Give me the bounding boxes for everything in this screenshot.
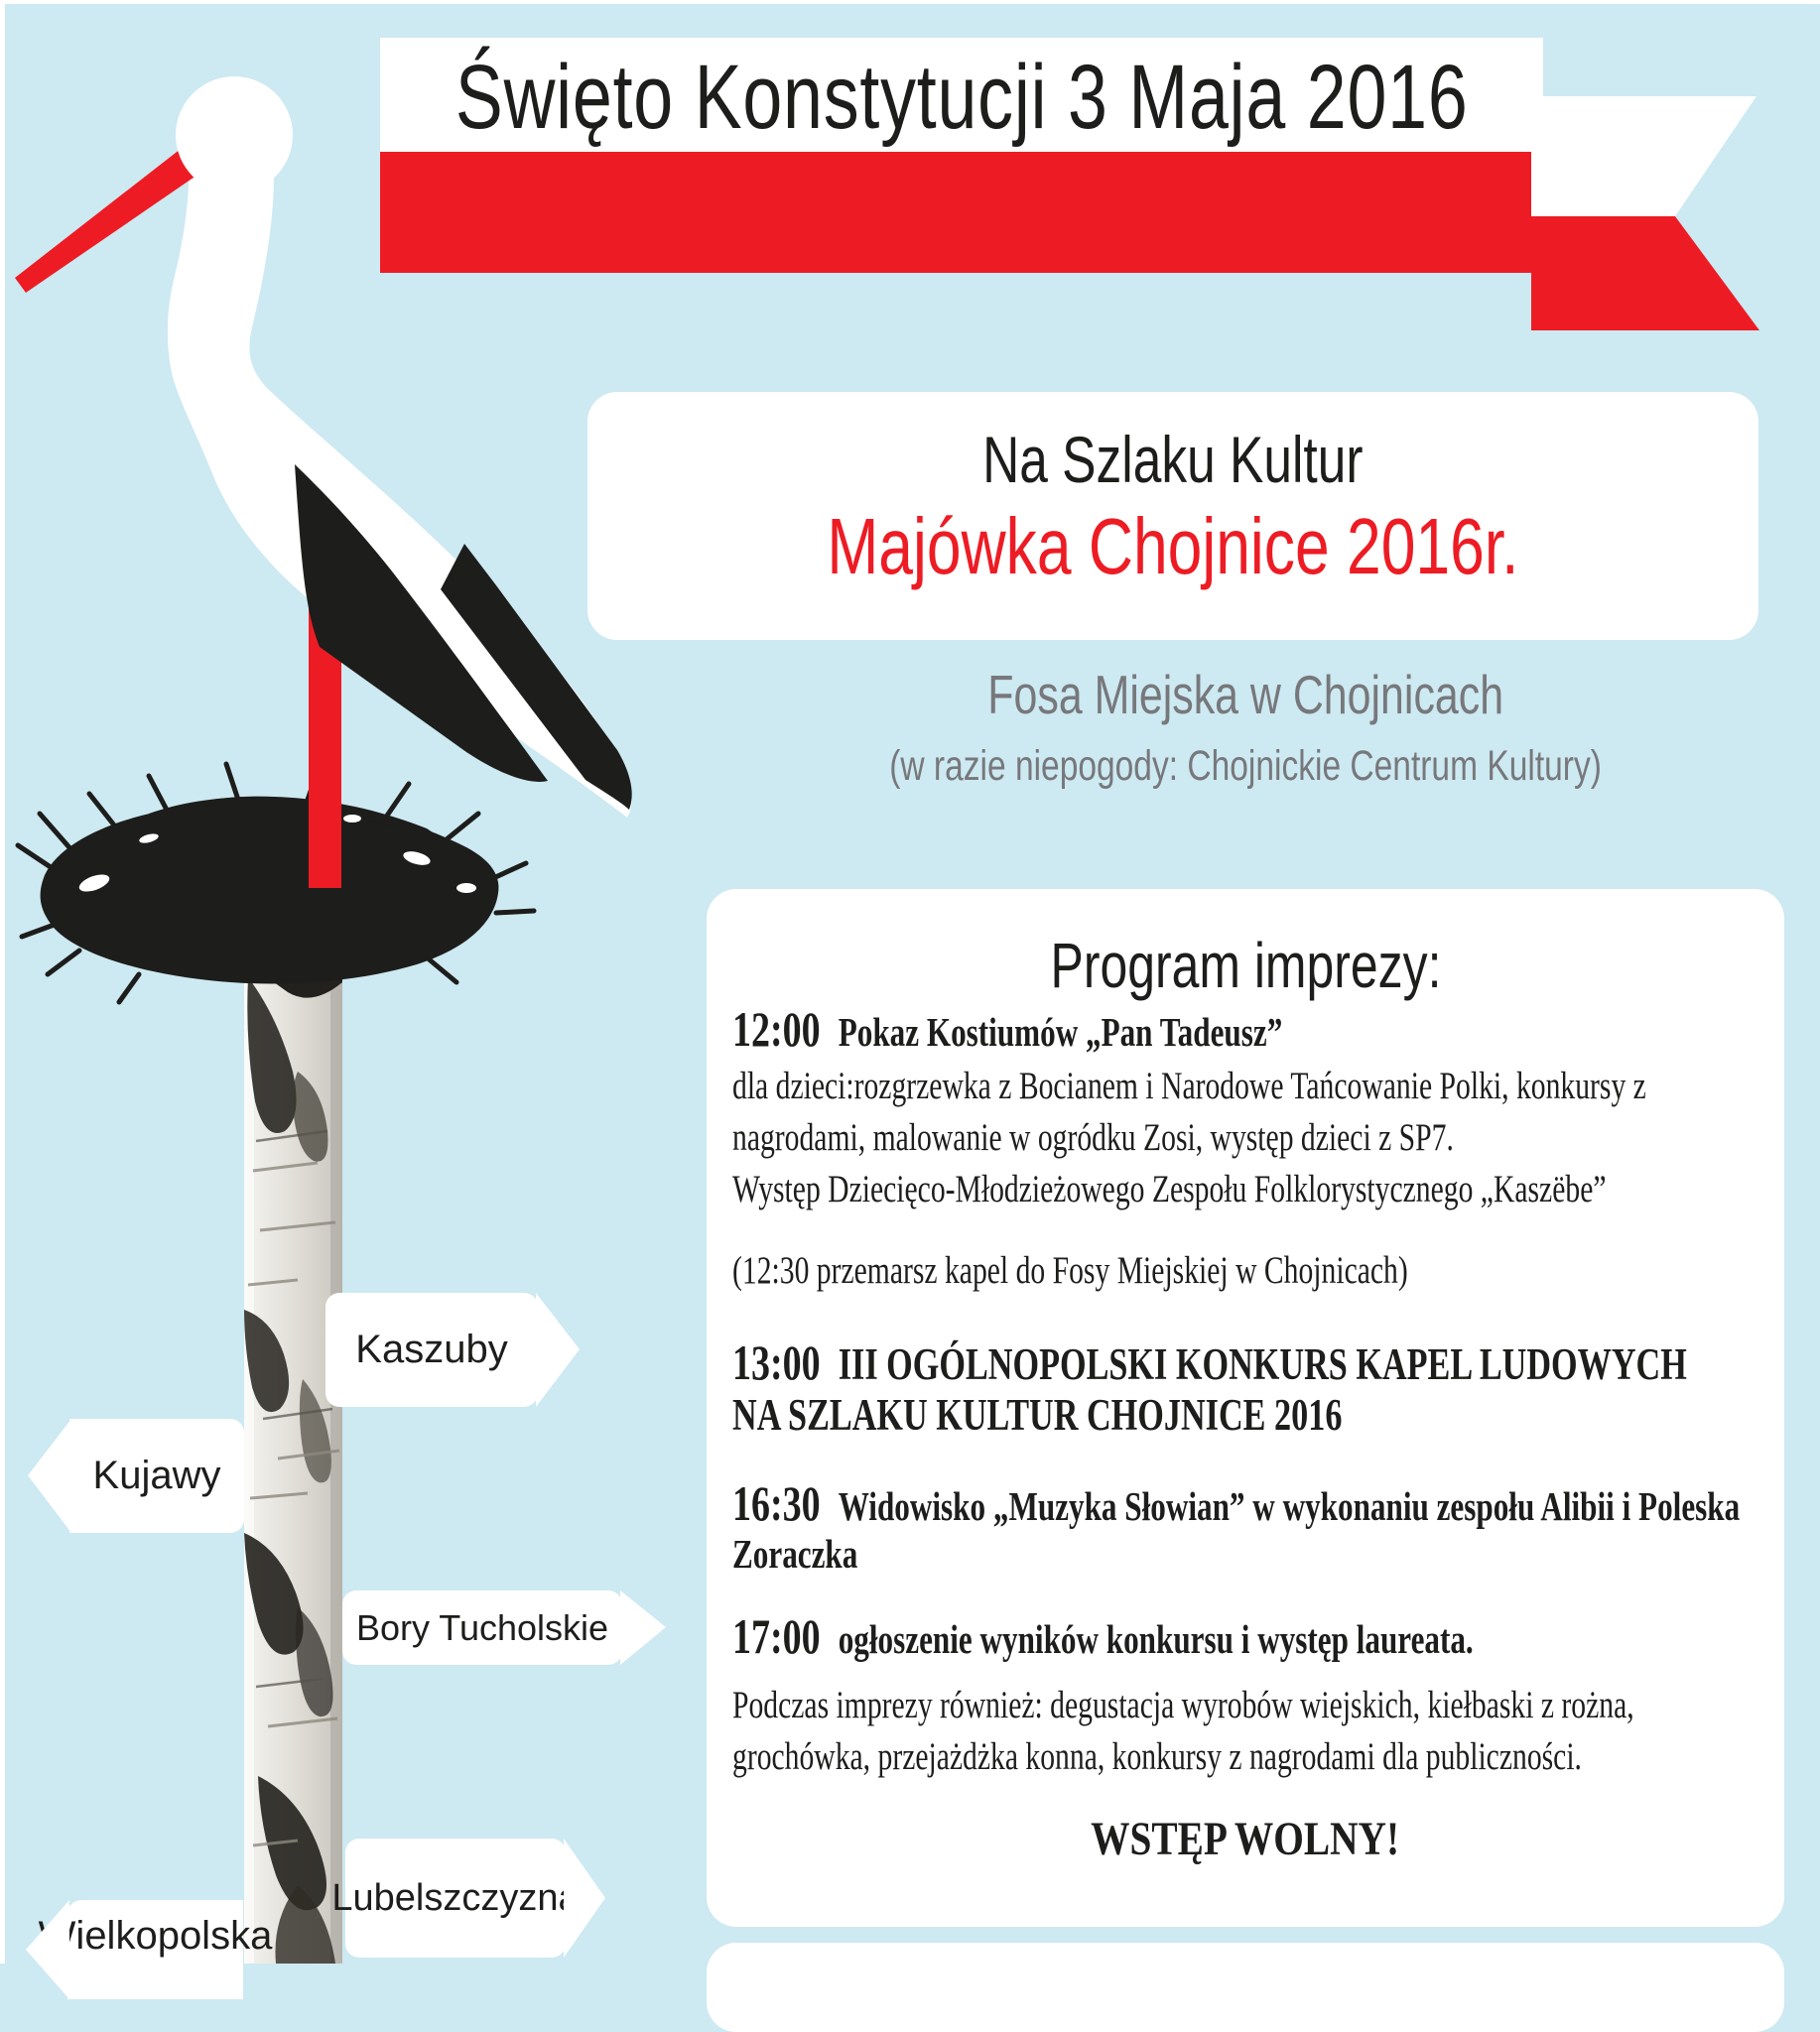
birch-pole-icon <box>244 923 342 1964</box>
program-title: Program imprezy: <box>1050 930 1441 1001</box>
schedule-time: 17:00 <box>732 1608 821 1664</box>
sign-kujawy <box>69 1419 244 1533</box>
schedule-entry-1630 <box>732 1474 1784 1532</box>
program-extras: Podczas imprezy również: degustacja wyrobów wiejskich, kiełbaski z rożna, <box>732 1684 1634 1726</box>
admission-free-text: WSTĘP WOLNY! <box>1091 1813 1400 1865</box>
bottom-box <box>707 1943 1784 2032</box>
sign-lubelszczyzna <box>331 1839 580 1958</box>
schedule-time: 16:30 <box>732 1475 821 1531</box>
sign-label: Kaszuby <box>355 1328 508 1371</box>
schedule-entry-1300 <box>732 1334 1784 1391</box>
schedule-note-1230: (12:30 przemarsz kapel do Fosy Miejskiej w Chojnicach) <box>732 1249 1408 1292</box>
event-series-title: Na Szlaku Kultur <box>982 423 1364 496</box>
schedule-entry-title: III OGÓLNOPOLSKI KONKURS KAPEL LUDOWYCH <box>838 1339 1687 1389</box>
sign-kujawy-arrow-icon <box>28 1419 71 1533</box>
sign-label: Kujawy <box>92 1454 221 1497</box>
schedule-entry-1300-cont: NA SZLAKU KULTUR CHOJNICE 2016 <box>732 1390 1343 1440</box>
event-location-note: (w razie niepogody: Chojnickie Centrum Kultury) <box>889 742 1602 790</box>
program-extras: grochówka, przejażdżka konna, konkursy z nagrodami dla publiczności. <box>732 1735 1582 1778</box>
stork-illustration-icon <box>0 0 695 1964</box>
schedule-time: 13:00 <box>732 1334 821 1390</box>
sign-label: Lubelszczyzna <box>331 1876 580 1919</box>
page-title: Święto Konstytucji 3 Maja 2016 <box>455 46 1469 148</box>
sign-kaszuby-arrow-icon <box>536 1293 580 1407</box>
sign-bory-tucholskie <box>342 1590 622 1665</box>
schedule-time: 12:00 <box>732 1001 821 1057</box>
schedule-entry-1200-detail: dla dzieci:rozgrzewka z Bocianem i Narodowe Tańcowanie Polki, konkursy z <box>732 1065 1646 1107</box>
sign-bory-tucholskie-arrow-icon <box>620 1590 666 1665</box>
sign-label: Wielkopolska <box>38 1914 273 1958</box>
schedule-entry-1200-detail: Występ Dziecięco-Młodzieżowego Zespołu Folklorystycznego „Kaszëbe” <box>732 1168 1607 1210</box>
sign-wielkopolska-arrow-icon <box>26 1900 69 1999</box>
ribbon-red-fold <box>1531 216 1759 330</box>
sign-lubelszczyzna-arrow-icon <box>564 1839 605 1958</box>
sign-wielkopolska <box>38 1900 273 1999</box>
schedule-entry-1200 <box>732 1000 1784 1058</box>
schedule-entry-1700 <box>732 1607 1784 1665</box>
stork-nest-icon <box>18 764 534 1002</box>
schedule-entry-1630-cont: Zoraczka <box>732 1531 858 1577</box>
event-name: Majówka Chojnice 2016r. <box>827 502 1519 590</box>
sign-label: Bory Tucholskie <box>355 1606 609 1648</box>
schedule-entry-1200-detail: nagrodami, malowanie w ogródku Zosi, występ dzieci z SP7. <box>732 1116 1454 1159</box>
event-location: Fosa Miejska w Chojnicach <box>987 664 1503 725</box>
stork-head <box>176 76 293 193</box>
schedule-entry-title: Widowisko „Muzyka Słowian” w wykonaniu zespołu Alibii i Poleska <box>838 1483 1741 1529</box>
sign-kaszuby <box>325 1293 538 1407</box>
schedule-entry-title: Pokaz Kostiumów „Pan Tadeusz” <box>838 1009 1283 1055</box>
schedule-entry-title: ogłoszenie wyników konkursu i występ laureata. <box>838 1616 1474 1662</box>
ribbon-white-tail <box>1531 96 1756 216</box>
